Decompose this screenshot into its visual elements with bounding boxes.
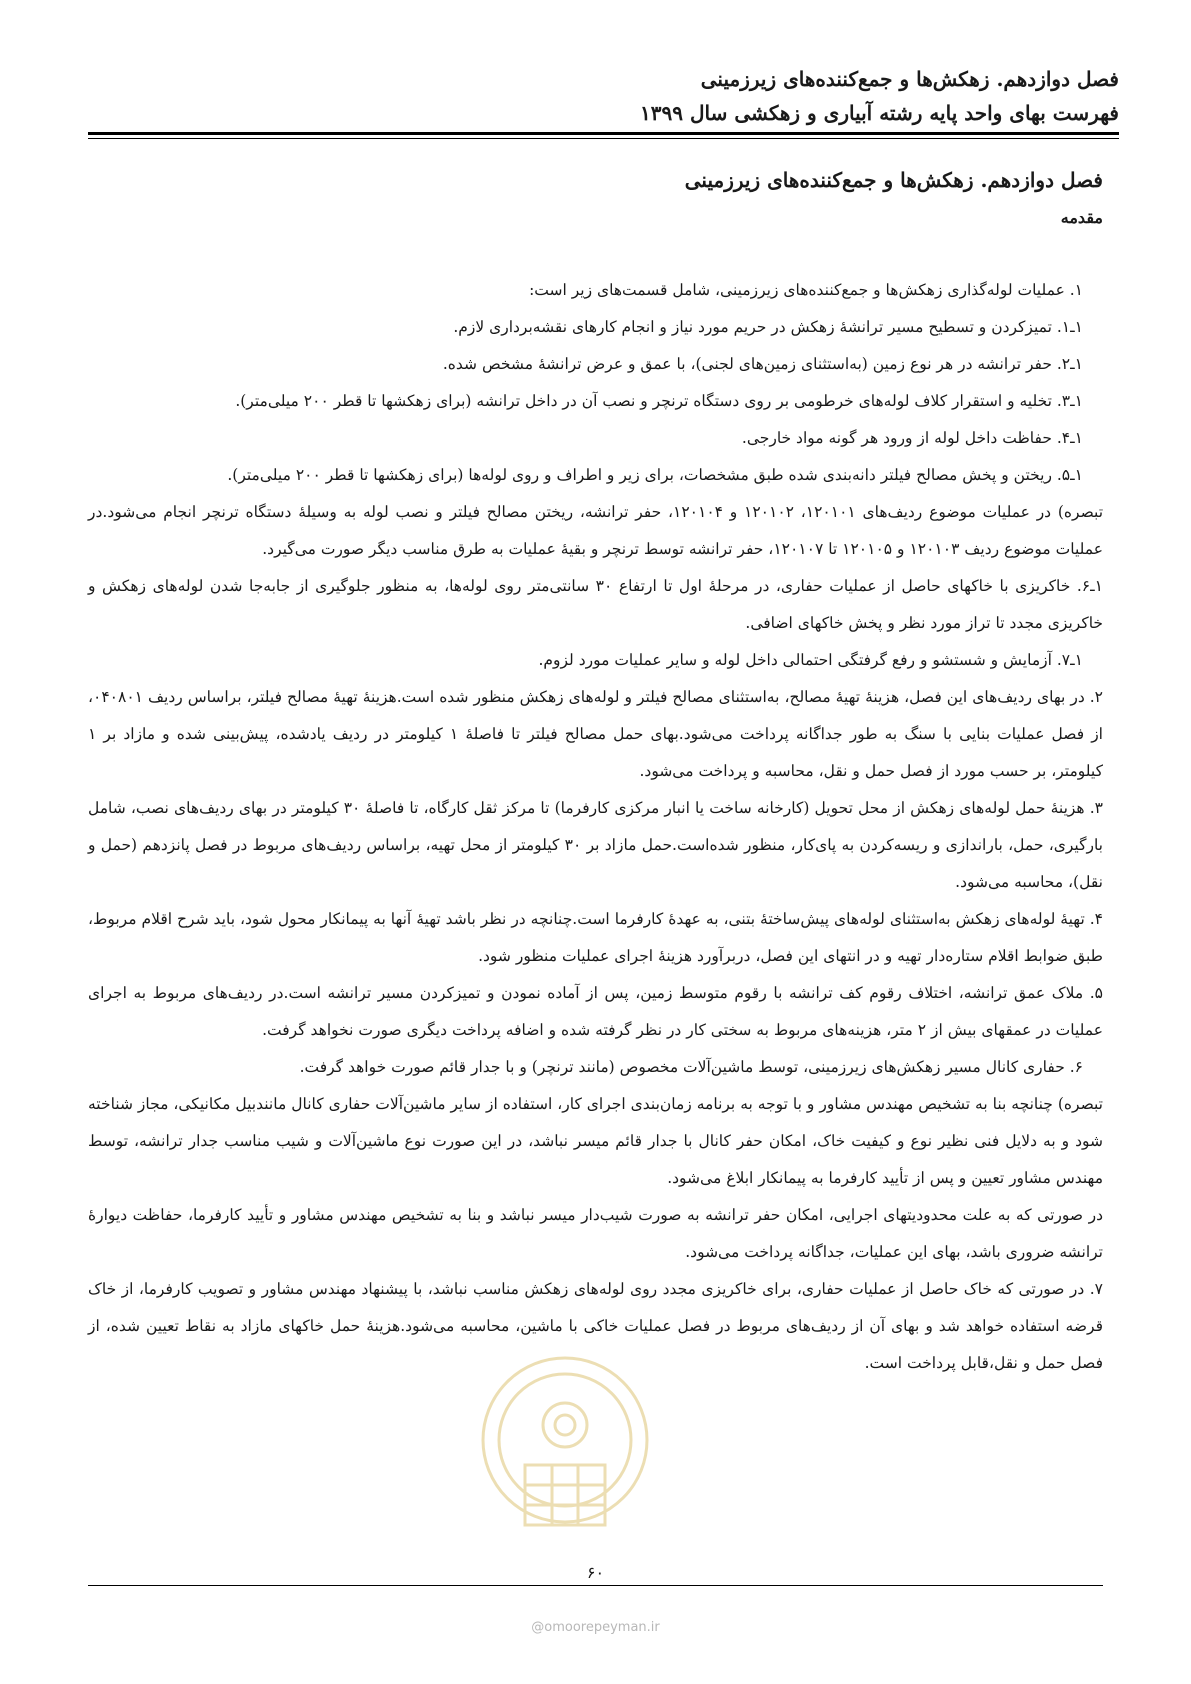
header-rule-thin — [88, 138, 1119, 139]
paragraph-1-5: ۱ـ۵. ریختن و پخش مصالح فیلتر دانه‌بندی شده طبق مشخصات، برای زیر و اطراف و روی لوله‌ها (برای زهکشها تا قطر ۲۰۰ میلی‌متر). — [227, 466, 1083, 484]
note-1: تبصره) در عملیات موضوع ردیف‌های ۱۲۰۱۰۱، ۱۲۰۱۰۲ و ۱۲۰۱۰۴، حفر ترانشه، ریختن مصالح فیلتر و نصب لوله به وسیلهٔ دستگاه ترنچر انجام می‌شود.در عملیات موضوع ردیف ۱۲۰۱۰۳ و ۱۲۰۱۰۵ تا ۱۲۰۱۰۷، حفر ترانشه توسط ترنچر و بقیهٔ عملیات به طرق مناسب دیگر صورت می‌گیرد. — [88, 503, 1104, 558]
paragraph-1-1: ۱ـ۱. تمیزکردن و تسطیح مسیر ترانشهٔ زهکش در حریم مورد نیاز و انجام کارهای نقشه‌برداری لازم. — [453, 318, 1083, 336]
body-text — [88, 272, 1103, 1382]
paragraph-4: ۴. تهیهٔ لوله‌های زهکش به‌استثنای لوله‌های پیش‌ساختهٔ بتنی، به عهدهٔ کارفرما است.چنانچه در نظر باشد تهیهٔ آنها به پیمانکار محول شود، باید شرح اقلام مربوط، طبق ضوابط اقلام ستاره‌دار تهیه و در انتهای این فصل، دربرآورد هزینهٔ اجرای عملیات منظور شود. — [88, 910, 1103, 965]
footer-rule — [88, 1585, 1103, 1586]
paragraph-1: ۱. عملیات لوله‌گذاری زهکش‌ها و جمع‌کننده‌های زیرزمینی، شامل قسمت‌های زیر است: — [529, 281, 1083, 299]
paragraph-6-extra: در صورتی که به علت محدودیتهای اجرایی، امکان حفر ترانشه به صورت شیب‌دار میسر نباشد و بنا به تشخیص مهندس مشاور و تأیید کارفرما، حفاظت دیوارهٔ ترانشه ضروری باشد، بهای این عملیات، جداگانه پرداخت می‌شود. — [88, 1206, 1103, 1261]
paragraph-2: ۲. در بهای ردیف‌های این فصل، هزینهٔ تهیهٔ مصالح، به‌استثنای مصالح فیلتر و لوله‌های زهکش منظور شده است.هزینهٔ تهیهٔ مصالح فیلتر، براساس ردیف ۰۴۰۸۰۱، از فصل عملیات بنایی با سنگ به طور جداگانه پرداخت می‌شود.بهای حمل مصالح فیلتر تا فاصلهٔ ۱ کیلومتر در ردیف یادشده، پیش‌بینی شده و مازاد بر ۱ کیلومتر، بر حسب مورد از فصل حمل و نقل، محاسبه و پرداخت می‌شود. — [88, 688, 1103, 780]
page-number: ۶۰ — [586, 1563, 605, 1582]
section-subtitle: مقدمه — [1060, 208, 1103, 227]
paragraph-6: ۶. حفاری کانال مسیر زهکش‌های زیرزمینی، توسط ماشین‌آلات مخصوص (مانند ترنچر) و با جدار قائم صورت خواهد گرفت. — [299, 1058, 1083, 1076]
paragraph-1-7: ۱ـ۷. آزمایش و شستشو و رفع گرفتگی احتمالی داخل لوله و سایر عملیات مورد لزوم. — [538, 651, 1083, 669]
paragraph-1-4: ۱ـ۴. حفاظت داخل لوله از ورود هر گونه مواد خارجی. — [741, 429, 1083, 447]
paragraph-5: ۵. ملاک عمق ترانشه، اختلاف رقوم کف ترانشه با رقوم متوسط زمین، پس از آماده نمودن و تمیزکردن مسیر ترانشه است.در ردیف‌های مربوط به اجرای عملیات در عمقهای بیش از ۲ متر، هزینه‌های مربوط به سختی کار در نظر گرفته شده و اضافه پرداخت دیگری صورت نخواهد گرفت. — [88, 984, 1103, 1039]
header-chapter-title: فصل دوازدهم. زهکش‌ها و جمع‌کننده‌های زیرزمینی — [700, 67, 1119, 91]
paragraph-7: ۷. در صورتی که خاک حاصل از عملیات حفاری، برای خاکریزی مجدد روی لوله‌های زهکش مناسب نباشد، با پیشنهاد مهندس مشاور و تصویب کارفرما، از خاک قرضه استفاده خواهد شد و بهای آن از ردیف‌های مربوط در فصل عملیات خاکی با ماشین، محاسبه می‌شود.هزینهٔ حمل خاکهای مازاد به نقاط تعیین شده، از فصل حمل و نقل،قابل پرداخت است. — [88, 1280, 1103, 1372]
paragraph-1-3: ۱ـ۳. تخلیه و استقرار کلاف لوله‌های خرطومی بر روی دستگاه ترنچر و نصب آن در داخل ترانشه (برای زهکشها تا قطر ۲۰۰ میلی‌متر). — [235, 392, 1083, 410]
header-rule-thick — [88, 132, 1119, 135]
running-header — [90, 62, 1119, 130]
watermark-seal-icon — [470, 1345, 660, 1555]
note-2: تبصره) چنانچه بنا به تشخیص مهندس مشاور و با توجه به برنامه زمان‌بندی اجرای کار، استفاده از سایر ماشین‌آلات حفاری کانال مانندبیل مکانیکی، مجاز شناخته شود و به دلایل فنی نظیر نوع و کیفیت خاک، امکان حفر کانال با جدار قائم میسر نباشد، در این صورت نوع ماشین‌آلات و شیب مناسب جدار ترانشه، توسط مهندس مشاور تعیین و پس از تأیید کارفرما به پیمانکار ابلاغ می‌شود. — [88, 1095, 1103, 1187]
paragraph-3: ۳. هزینهٔ حمل لوله‌های زهکش از محل تحویل (کارخانه ساخت یا انبار مرکزی کارفرما) تا مرکز ثقل کارگاه، تا فاصلهٔ ۳۰ کیلومتر در بهای ردیف‌های نصب، شامل بارگیری، حمل، باراندازی و ریسه‌کردن به پای‌کار، منظور شده‌است.حمل مازاد بر ۳۰ کیلومتر از محل تهیه، براساس ردیف‌های مربوط در فصل پانزدهم (حمل و نقل)، محاسبه می‌شود. — [88, 799, 1103, 891]
paragraph-1-6: ۱ـ۶. خاکریزی با خاکهای حاصل از عملیات حفاری، در مرحلهٔ اول تا ارتفاع ۳۰ سانتی‌متر روی لوله‌ها، به منظور جلوگیری از جابه‌جا شدن لوله‌های زهکش و خاکریزی مجدد تا تراز مورد نظر و پخش خاکهای اضافی. — [88, 577, 1103, 632]
watermark-url: @omoorepeyman.ir — [531, 1620, 660, 1635]
paragraph-1-2: ۱ـ۲. حفر ترانشه در هر نوع زمین (به‌استثنای زمین‌های لجنی)، با عمق و عرض ترانشهٔ مشخص شده. — [442, 355, 1083, 373]
section-title: فصل دوازدهم. زهکش‌ها و جمع‌کننده‌های زیرزمینی — [684, 168, 1103, 192]
header-document-title: فهرست بهای واحد پایه رشته آبیاری و زهکشی سال ۱۳۹۹ — [640, 101, 1119, 125]
